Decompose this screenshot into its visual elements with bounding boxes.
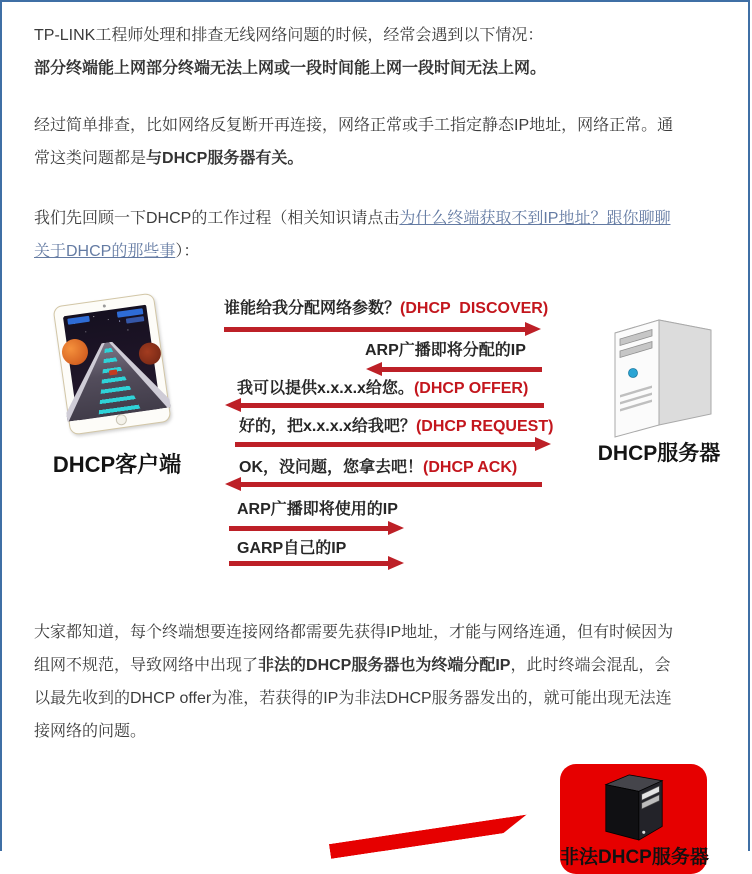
red-planet-decoration	[138, 341, 163, 366]
arrow-left-icon	[240, 482, 542, 487]
arrow-right-icon	[224, 327, 526, 332]
rogue-server-tower-icon	[601, 770, 667, 842]
stars-decoration	[63, 316, 64, 317]
message-text: GARP自己的IP	[237, 540, 347, 557]
orange-planet-decoration	[60, 337, 89, 366]
message-text: OK，没问题，您拿去吧！	[239, 459, 424, 476]
game-hud-chip-left	[67, 316, 90, 325]
dhcp-server-label: DHCP服务器	[597, 442, 721, 465]
intro-bold-text: 部分终端能上网部分终端无法上网或一段时间能上网一段时间无法上网。	[34, 60, 547, 77]
dhcp-message-discover	[224, 295, 548, 318]
intro-text: TP-LINK工程师处理和排查无线网络问题的时候，经常会遇到以下情况：	[34, 27, 544, 44]
rogue-server-label: 非法DHCP服务器	[560, 847, 709, 868]
paragraph-troubleshoot	[34, 109, 684, 175]
game-hud-chip-right2	[126, 316, 145, 323]
dhcp-message-offer	[237, 375, 528, 398]
paragraph-dhcp-review	[34, 202, 684, 268]
dhcp-client-label: DHCP客户端	[52, 452, 182, 477]
arrow-left-icon	[381, 367, 542, 372]
rogue-bold-text: 非法的DHCP服务器也为终端分配IP	[258, 657, 511, 674]
paragraph-rogue-dhcp	[34, 616, 684, 748]
red-diagonal-band	[329, 815, 529, 859]
rogue-text: 大家都知道，每个终端想要连接网络都需要先获得IP地址，才能与网络连通，但有时候因为组网不规范，导致网络中出现了	[34, 624, 674, 674]
dhcp-client-figure	[47, 293, 187, 493]
tablet-icon	[52, 293, 171, 436]
message-text: 我可以提供x.x.x.x给您。	[237, 380, 414, 397]
paragraph-intro	[34, 19, 684, 85]
dhcp-message-ack	[239, 454, 517, 477]
message-protocol: (DHCP OFFER)	[413, 380, 529, 397]
dhcp-article-link[interactable]: 为什么终端获取不到IP地址？跟你聊聊关于DHCP的那些事	[34, 210, 671, 260]
tablet-home-button	[115, 414, 127, 426]
server-tower-icon	[607, 289, 711, 437]
dhcp-message-garp	[237, 535, 346, 558]
message-protocol: (DHCP DISCOVER)	[400, 300, 549, 317]
review-text-end: ）：	[175, 243, 200, 260]
dhcp-message-arp-use	[237, 496, 398, 519]
troubleshoot-text: 经过简单排查，比如网络反复断开再连接，网络正常或手工指定静态IP地址，网络正常。通常这类问题都是	[34, 117, 674, 167]
dhcp-message-request	[239, 413, 553, 436]
rogue-text-end: ，此时终端会混乱，会以最先收到的DHCP offer为准，若获得的IP为非法DHCP服务器发出的，就可能出现无法连接网络的问题。	[34, 657, 672, 740]
message-text: 好的，把x.x.x.x给我吧？	[239, 418, 416, 435]
dhcp-flow-diagram	[2, 285, 752, 615]
dhcp-message-arp-assign	[365, 337, 526, 360]
message-protocol: (DHCP ACK)	[423, 459, 518, 476]
troubleshoot-bold-text: 与DHCP服务器有关。	[146, 150, 304, 167]
arrow-right-icon	[229, 526, 389, 531]
tablet-screen-game	[63, 305, 161, 421]
review-text: 我们先回顾一下DHCP的工作过程（相关知识请点击	[34, 210, 400, 227]
dhcp-server-figure	[596, 285, 722, 475]
message-protocol: (DHCP REQUEST)	[415, 418, 554, 435]
tablet-camera-dot	[102, 304, 105, 307]
arrow-left-icon	[240, 403, 544, 408]
message-text: ARP广播即将分配的IP	[365, 342, 526, 359]
message-text: 谁能给我分配网络参数？	[224, 300, 401, 317]
message-text: ARP广播即将使用的IP	[237, 501, 398, 518]
rogue-dhcp-alert-badge	[560, 764, 707, 874]
arrow-right-icon	[229, 561, 389, 566]
arrow-right-icon	[235, 442, 536, 447]
